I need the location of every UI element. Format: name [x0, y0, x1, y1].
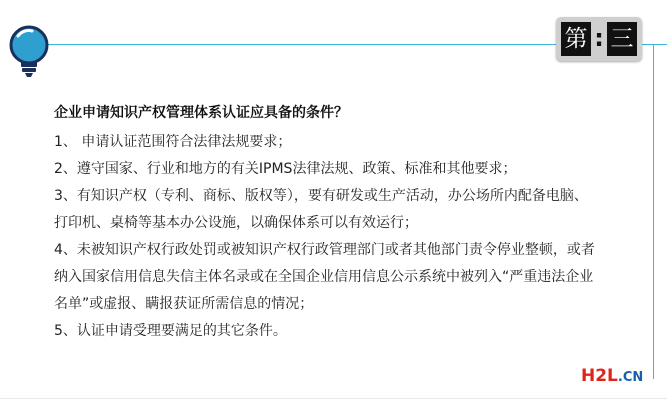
chapter-badge-separator: :: [594, 24, 604, 52]
item-line: 3、有知识产权（专利、商标、版权等），要有研发或生产活动，办公场所内配备电脑、: [54, 188, 588, 204]
watermark-brand: H2L: [581, 366, 618, 386]
lightbulb-icon: [6, 24, 52, 78]
watermark-suffix: .CN: [617, 370, 644, 385]
chapter-badge-number: 三: [607, 22, 637, 56]
article-content: [54, 103, 654, 345]
item-line: 打印机、桌椅等基本办公设施，以确保体系可以有效运行；: [54, 215, 418, 231]
chapter-badge: [556, 17, 642, 61]
frame-bottom-line: [0, 398, 667, 399]
item-line: 4、未被知识产权行政处罚或被知识产权行政管理部门或者其他部门责令停业整顿，或者: [54, 242, 595, 258]
item-line: 2、遵守国家、行业和地方的有关IPMS法律法规、政策、标准和其他要求；: [54, 161, 517, 177]
frame-top-line: [40, 44, 560, 45]
item-line: 1、 申请认证范围符合法律法规要求；: [54, 134, 292, 150]
item-line: 纳入国家信用信息失信主体名录或在全国企业信用信息公示系统中被列入“严重违法企业: [54, 269, 594, 285]
item-line: 名单”或虚报、瞒报获证所需信息的情况；: [54, 296, 314, 312]
item-line: 5、认证申请受理要满足的其它条件。: [54, 323, 287, 339]
article-heading: 企业申请知识产权管理体系认证应具备的条件？: [54, 105, 348, 121]
site-watermark: [581, 366, 643, 388]
chapter-badge-prefix: 第: [561, 22, 591, 56]
